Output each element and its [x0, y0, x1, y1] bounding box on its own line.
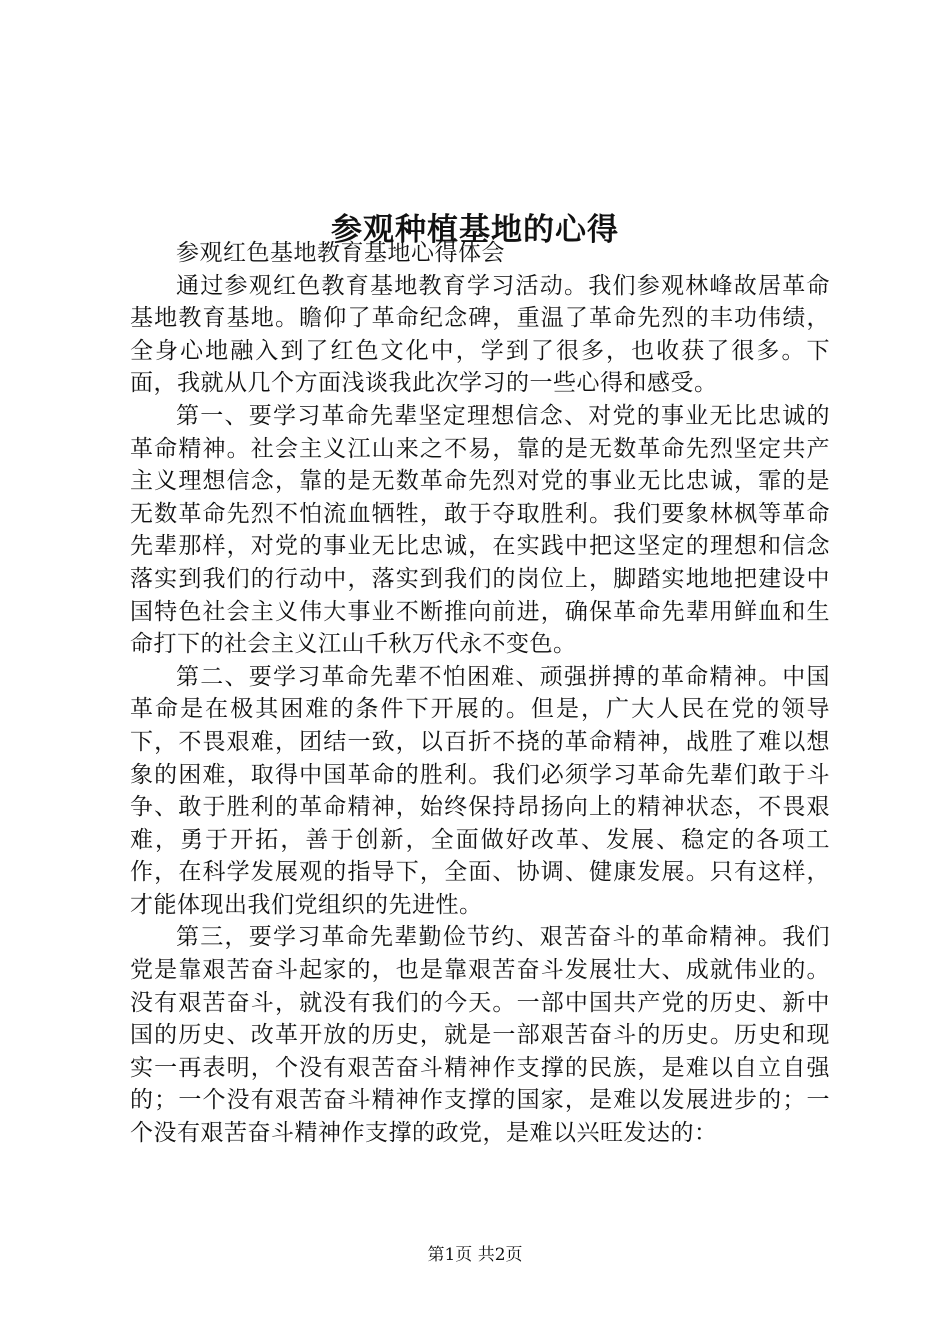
document-body	[130, 237, 830, 1150]
paragraph-third-point: 第三，要学习革命先辈勤俭节约、艰苦奋斗的革命精神。我们党是靠艰苦奋斗起家的，也是靠艰苦奋斗发展壮大、成就伟业的。没有艰苦奋斗，就没有我们的今天。一部中国共产党的历史、新中国的历史、改革开放的历史，就是一部艰苦奋斗的历史。历史和现实一再表明，个没有艰苦奋斗精神作支撑的民族，是难以自立自强的；一个没有艰苦奋斗精神作支撑的国家，是难以发展进步的；一个没有艰苦奋斗精神作支撑的政党，是难以兴旺发达的：	[130, 924, 830, 1147]
page-number-footer: 第1页 共2页	[427, 1245, 523, 1265]
subtitle-paragraph: 参观红色基地教育基地心得体会	[176, 240, 505, 266]
page-title: 参观种植基地的心得	[331, 211, 619, 248]
intro-paragraph: 通过参观红色教育基地教育学习活动。我们参观林峰故居革命基地教育基地。瞻仰了革命纪念碑，重温了革命先烈的丰功伟绩，全身心地融入到了红色文化中，学到了很多，也收获了很多。下面，我就从几个方面浅谈我此次学习的一些心得和感受。	[130, 272, 830, 397]
paragraph-second-point: 第二、要学习革命先辈不怕困难、顽强拼搏的革命精神。中国革命是在极其困难的条件下开展的。但是，广大人民在党的领导下，不畏艰难，团结一致，以百折不挠的革命精神，战胜了难以想象的困难，取得中国革命的胜利。我们必须学习革命先辈们敢于斗争、敢于胜利的革命精神，始终保持昂扬向上的精神状态，不畏艰难，勇于开拓，善于创新，全面做好改革、发展、稳定的各项工作，在科学发展观的指导下，全面、协调、健康发展。只有这样，才能体现出我们党组织的先进性。	[130, 663, 830, 918]
paragraph-first-point: 第一、要学习革命先辈坚定理想信念、对党的事业无比忠诚的革命精神。社会主义江山来之不易，靠的是无数革命先烈坚定共产主义理想信念，靠的是无数革命先烈对党的事业无比忠诚，霏的是无数革命先烈不怕流血牺牲，敢于夺取胜利。我们要象林枫等革命先辈那样，对党的事业无比忠诚，在实践中把这坚定的理想和信念落实到我们的行动中，落实到我们的岗位上，脚踏实地地把建设中国特色社会主义伟大事业不断推向前进，确保革命先辈用鲜血和生命打下的社会主义江山千秋万代永不变色。	[130, 402, 830, 658]
